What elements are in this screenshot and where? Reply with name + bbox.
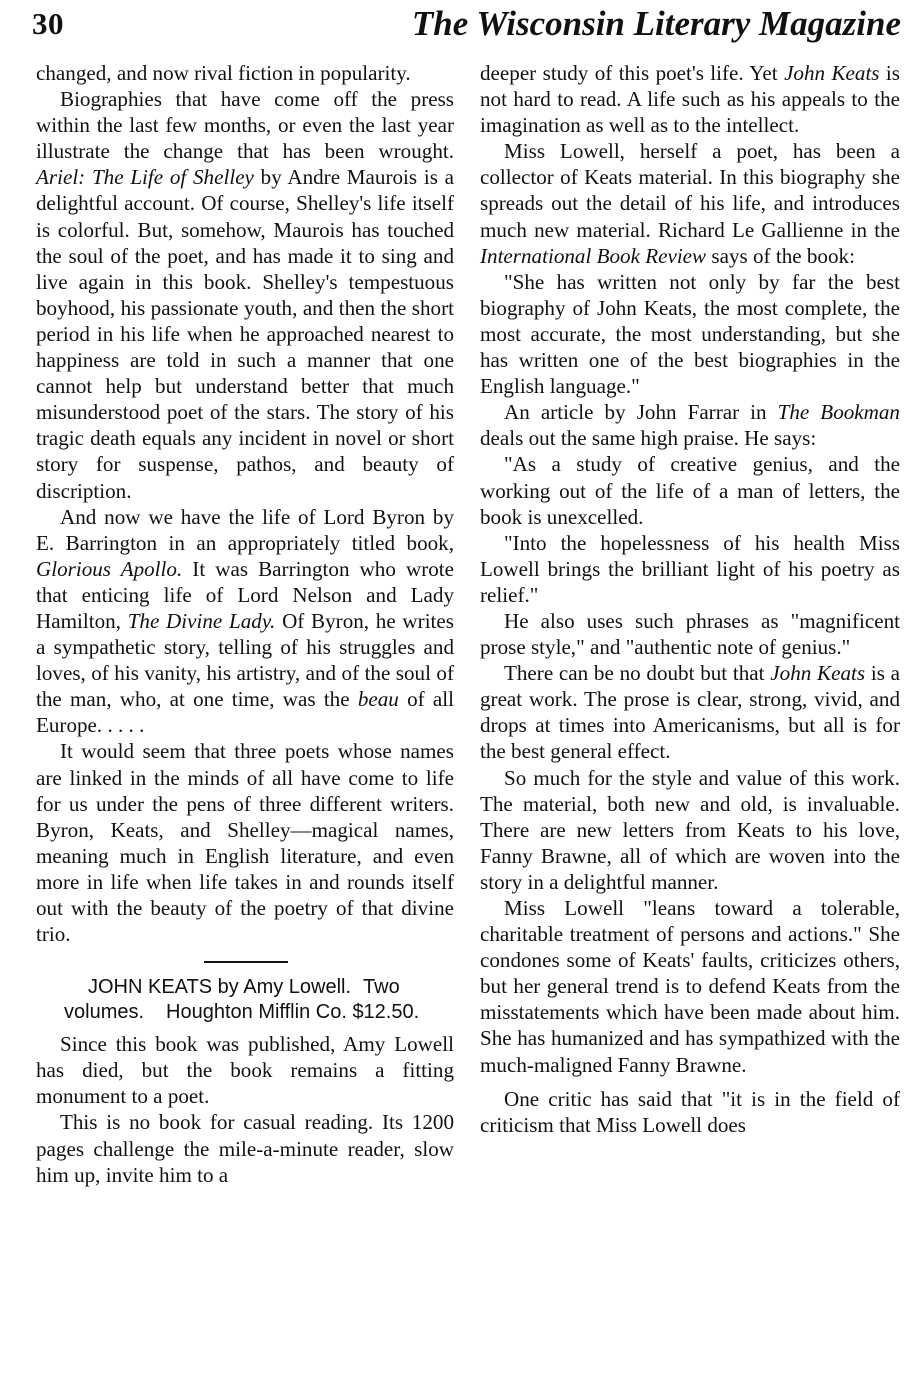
emphasis: beau <box>357 687 399 712</box>
quotation: "Into the hopelessness of his health Miss Lowell brings the brilliant light of his poetry as relief." <box>480 530 900 607</box>
paragraph: Since this book was published, Amy Lowell has died, but the book remains a fitting monument to a poet. <box>36 1032 454 1109</box>
review-publisher: Houghton Mifflin Co. <box>166 1001 347 1024</box>
left-column <box>36 60 454 1188</box>
quotation: "As a study of creative genius, and the working out of the life of a man of letters, the book is unexcelled. <box>480 452 900 529</box>
publication-title: International Book Review <box>480 243 707 268</box>
paragraph: So much for the style and value of this work. The material, both new and old, is invaluable. There are new letters from Keats to his love, Fanny Brawne, all of which are woven into the story in a delightful manner. <box>480 765 900 894</box>
book-title: John Keats <box>784 61 880 85</box>
paragraph: Miss Lowell "leans toward a tolerable, charitable treatment of persons and actions." She condones some of Keats' faults, criticizes others, but her general trend is to defend Keats from the misstatements which have been made about him. She has humanized and has sympathized with the much-maligned Fanny Brawne. <box>480 896 900 1077</box>
paragraph: changed, and now rival fiction in popularity. <box>36 61 411 85</box>
quotation: "She has written not only by far the best biography of John Keats, the most complete, the most accurate, the most understanding, but she has written one of the best biographies in the English language." <box>480 269 900 399</box>
section-divider <box>36 961 454 963</box>
running-title: The Wisconsin Literary Magazine <box>411 4 901 43</box>
paragraph: One critic has said that "it is in the field of criticism that Miss Lowell does <box>480 1086 900 1137</box>
review-heading <box>36 975 454 1025</box>
paragraph: This is no book for casual reading. Its 1200 pages challenge the mile-a-minute reader, slow him up, invite him to a <box>36 1110 454 1187</box>
book-title: Glorious Apollo. <box>36 556 183 581</box>
review-price: $12.50. <box>352 1001 420 1024</box>
paragraph: Miss Lowell, herself a poet, has been a collector of Keats material. In this biography she spreads out the detail of his life, and introduces much new material. Richard Le Gallienne in the International Book Review says of the book: <box>480 139 900 268</box>
review-volumes: Two volumes. <box>64 976 400 1024</box>
paragraph: Biographies that have come off the press within the last few months, or even the last year illustrate the change that has been wrought. Ariel: The Life of Shelley by Andre Maurois is a delightful account. Of course, Shelley's life itself is colorful. But, somehow, Maurois has touched the soul of the poet, and has made it to sing and live again in this book. Shelley's tempestuous boyhood, his passionate youth, and then the short period in his life when he approached nearest to happiness are told in such a manner that one cannot help but understand better that much misunderstood poet of the stars. The story of his tragic death equals any incident in novel or short story for suspense, pathos, and beauty of discription. <box>36 87 455 503</box>
book-title: The Divine Lady. <box>127 608 276 633</box>
page-header <box>0 0 909 60</box>
right-column <box>480 60 900 1138</box>
review-book-title: JOHN KEATS <box>88 976 213 999</box>
paragraph: It would seem that three poets whose names are linked in the minds of all have come to life for us under the pens of three different writers. Byron, Keats, and Shelley—magical names, meaning much in English literature, and even more in life when life takes in and rounds itself out with the beauty of the poetry of that divine trio. <box>36 739 454 947</box>
paragraph: He also uses such phrases as "magnificent prose style," and "authentic note of genius." <box>480 608 900 660</box>
book-title: John Keats <box>770 661 866 686</box>
book-title: Ariel: The Life of Shelley <box>36 165 254 190</box>
paragraph: An article by John Farrar in The Bookman deals out the same high praise. He says: <box>480 400 900 451</box>
review-author: by Amy Lowell. <box>217 976 352 999</box>
paragraph: There can be no doubt but that John Keats is a great work. The prose is clear, strong, vivid, and drops at times into Americanisms, but all is for the best general effect. <box>480 661 900 764</box>
page-number: 30 <box>32 6 64 41</box>
paragraph: And now we have the life of Lord Byron by E. Barrington in an appropriately titled book, Glorious Apollo. It was Barrington who wrote that enticing life of Lord Nelson and Lady Hamilton, The Divine Lady. Of Byron, he writes a sympathetic story, telling of his struggles and loves, of his vanity, his artistry, and of the soul of the man, who, at one time, was the beau of all Europe. . . . . <box>36 504 454 738</box>
paragraph: deeper study of this poet's life. Yet John Keats is not hard to read. A life such as his appeals to the imagination as well as to the intellect. <box>480 61 900 138</box>
publication-title: The Bookman <box>777 400 900 425</box>
